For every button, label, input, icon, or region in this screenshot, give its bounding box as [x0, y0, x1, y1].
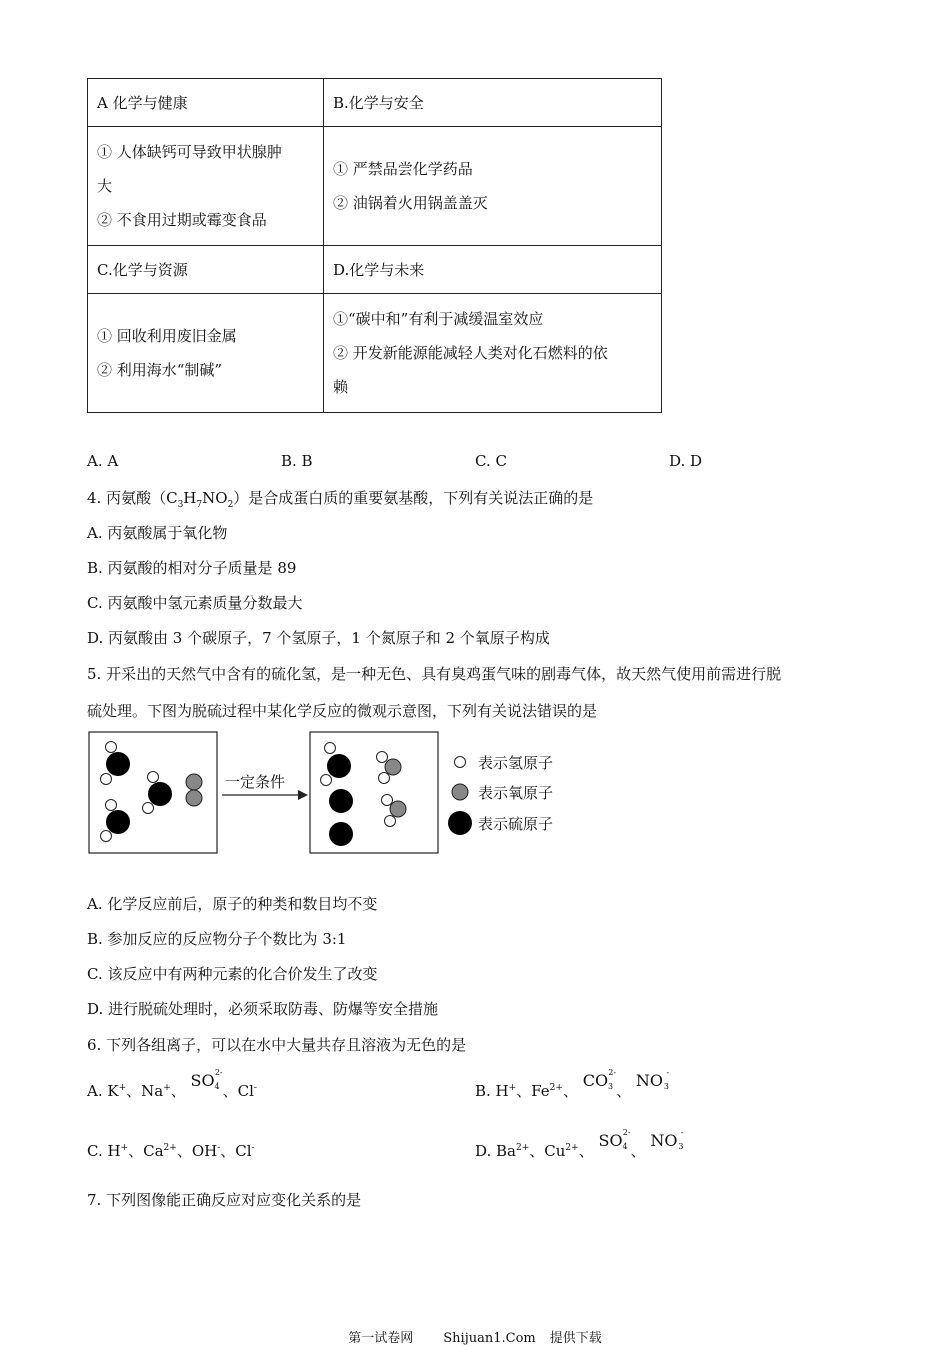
- sulfate-ion: SO 2- 4: [190, 1068, 223, 1091]
- q6-option-a[interactable]: A. K+、Na+、 SO 2- 4 、Cl-: [87, 1068, 257, 1100]
- hydrogen-atom: [106, 742, 117, 753]
- cell-a-head: A 化学与健康: [88, 79, 324, 127]
- cell-d-item: ② 开发新能源能减轻人类对化石燃料的依: [333, 344, 608, 362]
- legend-oxygen-icon: [452, 784, 468, 800]
- q5-stem-line1: 5. 开采出的天然气中含有的硫化氢，是一种无色、具有臭鸡蛋气味的剧毒气体，故天然气使用前需进行脱: [87, 665, 782, 683]
- legend-hydrogen-label: 表示氢原子: [478, 754, 554, 772]
- cell-d-body: [324, 294, 662, 413]
- q5-option-d[interactable]: D. 进行脱硫处理时，必须采取防毒、防爆等安全措施: [87, 1000, 439, 1018]
- legend-sulfur-icon: [448, 811, 472, 835]
- cell-a-body: [88, 127, 324, 246]
- cell-a-item: 大: [97, 177, 113, 195]
- footer-url[interactable]: Shijuan1.Com: [443, 1331, 536, 1346]
- q3-option-c[interactable]: C. C: [475, 452, 507, 470]
- cell-b-body: [324, 127, 662, 246]
- cell-a-item: ① 人体缺钙可导致甲状腺肿: [97, 143, 282, 161]
- q3-option-b[interactable]: B. B: [281, 452, 313, 470]
- oxygen-atom: [186, 790, 202, 806]
- footer-action: 提供下载: [549, 1331, 602, 1346]
- sulfur-atom: [329, 789, 353, 813]
- sulfate-ion: SO 2- 4: [598, 1128, 631, 1151]
- q5-option-a[interactable]: A. 化学反应前后，原子的种类和数目均不变: [87, 895, 378, 913]
- hydrogen-atom: [382, 795, 393, 806]
- cell-d-item: ①“碳中和”有利于减缓温室效应: [333, 310, 544, 328]
- q3-option-d[interactable]: D. D: [669, 452, 703, 470]
- sulfur-atom: [106, 752, 130, 776]
- q6-option-c[interactable]: C. H+、$Ca^{2+}$、OH-、Cl-: [87, 1142, 255, 1160]
- hydrogen-atom: [143, 803, 154, 814]
- legend-oxygen-label: 表示氧原子: [478, 784, 554, 802]
- q4-option-d[interactable]: D. 丙氨酸由 3 个碳原子，7 个氢原子，1 个氮原子和 2 个氧原子构成: [87, 629, 550, 647]
- hydrogen-atom: [148, 772, 159, 783]
- sulfur-atom: [327, 754, 351, 778]
- oxygen-atom: [390, 801, 406, 817]
- oxygen-atom: [186, 774, 202, 790]
- q4-option-c[interactable]: C. 丙氨酸中氢元素质量分数最大: [87, 594, 303, 612]
- oxygen-atom: [385, 759, 401, 775]
- cell-c-item: ① 回收利用废旧金属: [97, 327, 237, 345]
- hydrogen-atom: [106, 800, 117, 811]
- cell-a-item: ② 不食用过期或霉变食品: [97, 211, 267, 229]
- sulfur-atom: [329, 822, 353, 846]
- reaction-diagram: [85, 728, 585, 858]
- cell-c-head: C.化学与资源: [88, 246, 324, 294]
- nitrate-ion: NO - 3: [650, 1128, 684, 1151]
- q4-stem: 4. 丙氨酸$(C_3H_7NO_2)$是合成蛋白质的重要氨基酸，下列有关说法正确的是: [87, 489, 594, 510]
- page-footer: [0, 1327, 950, 1346]
- hydrogen-atom: [325, 743, 336, 754]
- cell-d-item: 赖: [333, 378, 349, 396]
- hydrogen-atom: [379, 773, 390, 784]
- arrow-condition: 一定条件: [225, 773, 286, 791]
- hydrogen-atom: [101, 774, 112, 785]
- hydrogen-atom: [321, 775, 332, 786]
- footer-site: 第一试卷网: [348, 1331, 414, 1346]
- arrow-head: [298, 790, 308, 800]
- sulfur-atom: [148, 782, 172, 806]
- cell-d-head: D.化学与未来: [324, 246, 662, 294]
- carbonate-ion: CO 2- 3: [582, 1068, 617, 1091]
- legend-sulfur-label: 表示硫原子: [478, 815, 554, 833]
- cell-c-item: ② 利用海水“制碱”: [97, 361, 223, 379]
- cell-b-item: ① 严禁品尝化学药品: [333, 160, 473, 178]
- q6-option-d[interactable]: D. $Ba^{2+}$、$Cu^{2+}$、 SO 2- 4 、 NO - 3: [475, 1128, 684, 1160]
- q3-option-table: [87, 78, 662, 413]
- q4-option-a[interactable]: A. 丙氨酸属于氧化物: [87, 524, 228, 542]
- q6-option-b[interactable]: B. H+、$Fe^{2+}$、 CO 2- 3 、 NO - 3: [475, 1068, 670, 1100]
- hydrogen-atom: [385, 816, 396, 827]
- q5-option-b[interactable]: B. 参加反应的反应物分子个数比为 3:1: [87, 930, 347, 948]
- cell-b-item: ② 油锅着火用锅盖盖灭: [333, 194, 488, 212]
- nitrate-ion: NO - 3: [635, 1068, 670, 1091]
- sulfur-atom: [106, 810, 130, 834]
- legend-hydrogen-icon: [455, 757, 466, 768]
- hydrogen-atom: [377, 752, 388, 763]
- cell-c-body: [88, 294, 324, 413]
- q5-option-c[interactable]: C. 该反应中有两种元素的化合价发生了改变: [87, 965, 378, 983]
- q5-stem-line2: 硫处理。下图为脱硫过程中某化学反应的微观示意图，下列有关说法错误的是: [87, 702, 598, 720]
- q3-option-a[interactable]: A. A: [87, 452, 119, 470]
- q7-stem: 7. 下列图像能正确反应对应变化关系的是: [87, 1191, 362, 1209]
- hydrogen-atom: [101, 831, 112, 842]
- cell-b-head: B.化学与安全: [324, 79, 662, 127]
- q4-option-b[interactable]: B. 丙氨酸的相对分子质量是 89: [87, 559, 297, 577]
- q6-stem: 6. 下列各组离子，可以在水中大量共存且溶液为无色的是: [87, 1036, 467, 1054]
